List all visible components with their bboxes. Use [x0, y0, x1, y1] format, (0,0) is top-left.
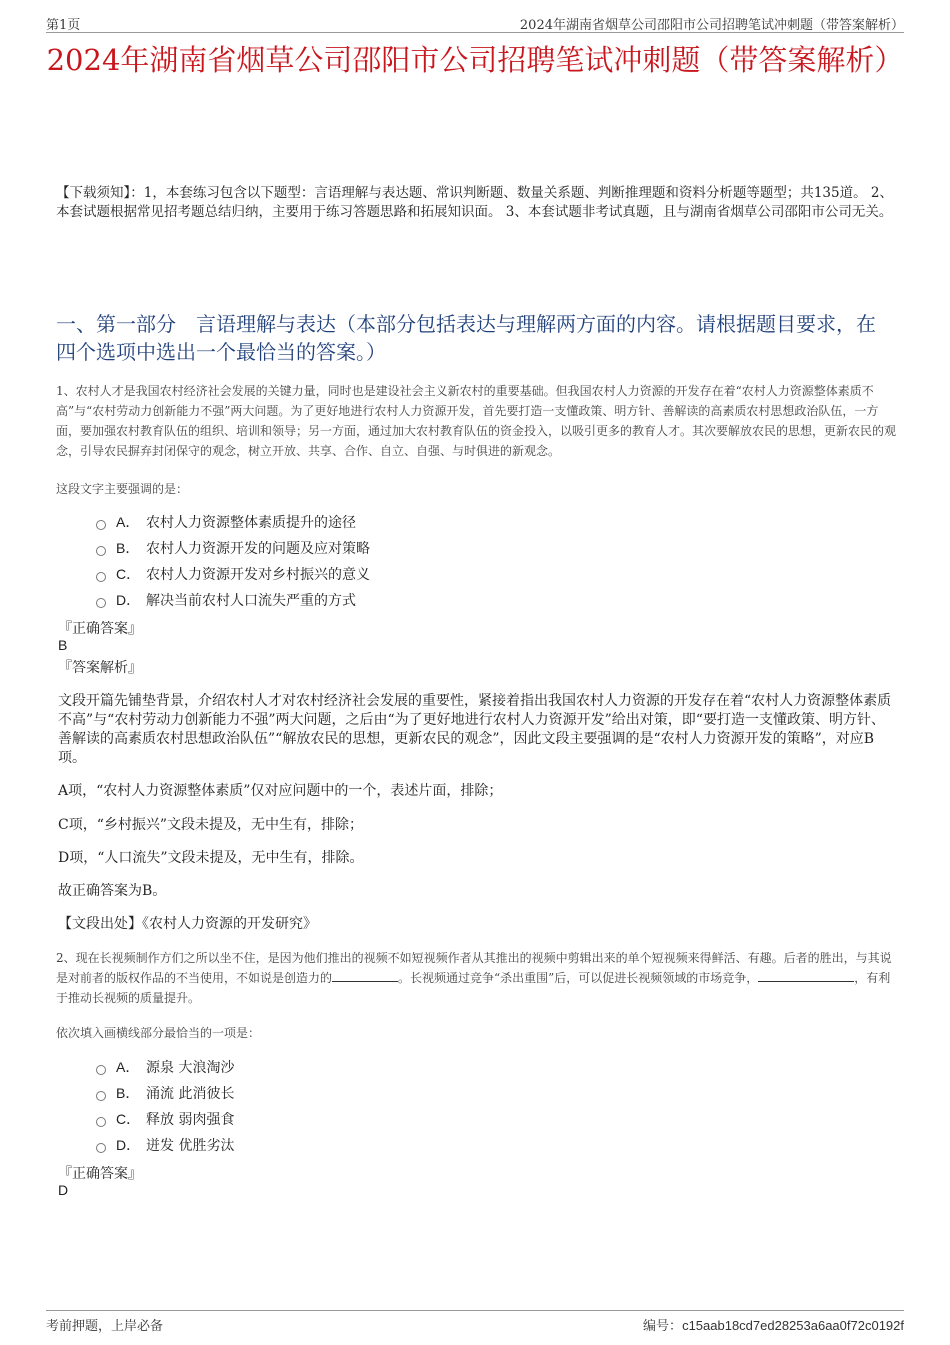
header-doc-title: 2024年湖南省烟草公司邵阳市公司招聘笔试冲刺题（带答案解析）: [519, 18, 904, 33]
option-a[interactable]: A． 农村人力资源整体素质提升的途径: [96, 509, 370, 535]
option-c[interactable]: C． 释放 弱肉强食: [96, 1106, 234, 1132]
analysis-note-c: C项，“乡村振兴”文段未提及，无中生有，排除；: [58, 817, 364, 833]
radio-icon[interactable]: [96, 520, 106, 530]
question-2-text: 2、现在长视频制作方们之所以坐不住，是因为他们推出的视频不如短视频作者从其推出的视频中剪辑出来的单个短视频来得鲜活、有趣。后者的胜出，与其说是对前者的版权作品的不当使用，不如说是创造力的 。长视频通过竞争“杀出重围”后，可以促进长视频领域的市场竞争， ，有利于推动长视频的质量提升。: [56, 951, 892, 1005]
footer-code: 编号：c15aab18cd7ed28253a6aa0f72c0192f: [643, 1318, 904, 1334]
download-notice: 【下载须知】：1，本套练习包含以下题型：言语理解与表达题、常识判断题、数量关系题、判断推理题和资料分析题等题型；共135道。 2、本套试题根据常见招考题总结归纳，主要用于练习答题思路和拓展知识面。 3、本套试题非考试真题，且与湖南省烟草公司邵阳市公司无关。: [56, 185, 893, 220]
option-b[interactable]: B． 涌流 此消彼长: [96, 1080, 234, 1106]
option-b[interactable]: B． 农村人力资源开发的问题及应对策略: [96, 535, 370, 561]
answer-value: D: [58, 1182, 69, 1198]
question-1-prompt: 这段文字主要强调的是：: [56, 482, 189, 496]
answer-label: 『正确答案』: [58, 621, 142, 637]
answer-value: B: [58, 637, 68, 653]
radio-icon[interactable]: [96, 1091, 106, 1101]
footer-divider: [46, 1310, 904, 1311]
question-1-options: [96, 509, 370, 613]
analysis-label: 『答案解析』: [58, 660, 142, 676]
radio-icon[interactable]: [96, 1117, 106, 1127]
analysis-conclusion: 故正确答案为B。: [58, 883, 167, 899]
analysis-note-d: D项，“人口流失”文段未提及，无中生有，排除。: [58, 850, 364, 866]
option-d[interactable]: D． 解决当前农村人口流失严重的方式: [96, 587, 370, 613]
section-heading: 一、第一部分 言语理解与表达（本部分包括表达与理解两方面的内容。请根据题目要求，在四个选项中选出一个最恰当的答案。）: [56, 312, 876, 364]
analysis-text: 文段开篇先铺垫背景，介绍农村人才对农村经济社会发展的重要性，紧接着指出我国农村人力资源的开发存在着“农村人力资源整体素质不高”与“农村劳动力创新能力不强”两大问题，之后由“为了更好地进行农村人力资源开发”给出对策，即“要打造一支懂政策、明方针、善解读的高素质农村思想政治队伍”“解放农民的思想，更新农民的观念”，因此文段主要强调的是“农村人力资源开发的策略”，对应B项。: [58, 693, 892, 766]
question-2-options: [96, 1054, 234, 1158]
header-divider: [46, 32, 904, 33]
radio-icon[interactable]: [96, 572, 106, 582]
answer-label: 『正确答案』: [58, 1166, 142, 1182]
radio-icon[interactable]: [96, 1065, 106, 1075]
header-page-number: 第1页: [46, 18, 81, 33]
page-title: 2024年湖南省烟草公司邵阳市公司招聘笔试冲刺题（带答案解析）: [46, 43, 904, 77]
passage-source: 【文段出处】《农村人力资源的开发研究》: [58, 916, 317, 932]
option-c[interactable]: C． 农村人力资源开发对乡村振兴的意义: [96, 561, 370, 587]
option-d[interactable]: D． 迸发 优胜劣汰: [96, 1132, 234, 1158]
radio-icon[interactable]: [96, 598, 106, 608]
question-1-text: 1、农村人才是我国农村经济社会发展的关键力量，同时也是建设社会主义新农村的重要基础。但我国农村人力资源的开发存在着“农村人力资源整体素质不高”与“农村劳动力创新能力不强”两大问题。为了更好地进行农村人力资源开发，首先要打造一支懂政策、明方针、善解读的高素质农村思想政治队伍，一方面，要加强农村教育队伍的组织、培训和领导；另一方面，通过加大农村教育队伍的资金投入，以吸引更多的教育人才。其次要解放农民的思想，更新农民的观念，引导农民摒弃封闭保守的观念，树立开放、共享、合作、自立、自强、与时俱进的新观念。: [56, 384, 897, 458]
option-a[interactable]: A． 源泉 大浪淘沙: [96, 1054, 234, 1080]
radio-icon[interactable]: [96, 1143, 106, 1153]
analysis-note-a: A项，“农村人力资源整体素质”仅对应问题中的一个，表述片面，排除；: [58, 783, 503, 799]
radio-icon[interactable]: [96, 546, 106, 556]
fill-blank[interactable]: [332, 970, 398, 982]
footer-slogan: 考前押题，上岸必备: [46, 1319, 164, 1334]
question-2-prompt: 依次填入画横线部分最恰当的一项是：: [56, 1026, 261, 1040]
fill-blank[interactable]: [758, 970, 854, 982]
